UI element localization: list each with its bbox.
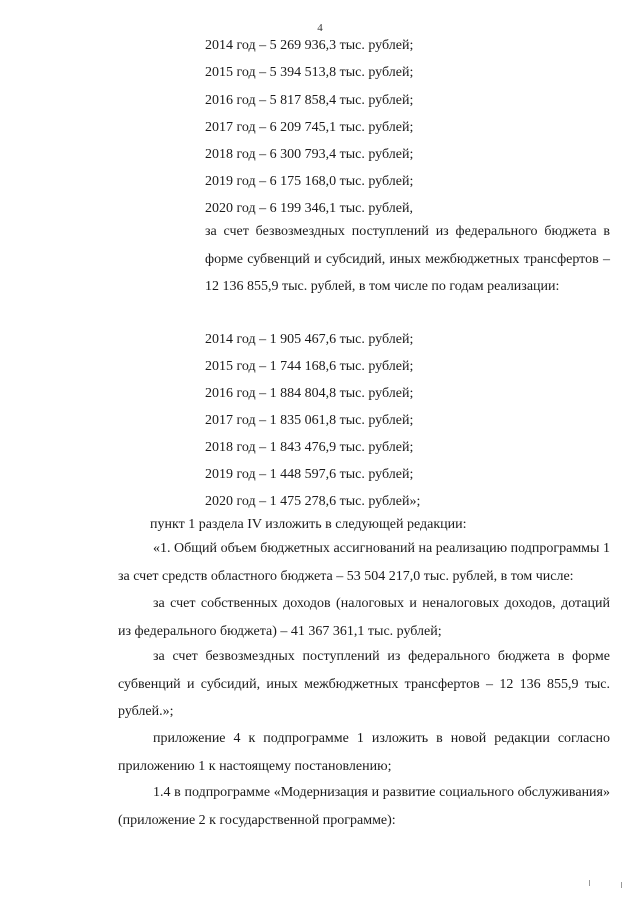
year-line-federal-2015: 2015 год – 1 744 168,6 тыс. рублей; [205,359,414,374]
year-line-regional-2014: 2014 год – 5 269 936,3 тыс. рублей; [205,38,414,53]
federal-funding-intro: за счет безвозмездных поступлений из федерального бюджета в форме субвенций и субсидий, иных межбюджетных трансфертов – 12 136 855,9 тыс. рублей, в том числе по годам реализации: [205,224,610,294]
paragraph-section-iv: пункт 1 раздела IV изложить в следующей редакции: [150,517,467,532]
year-line-federal-2014: 2014 год – 1 905 467,6 тыс. рублей; [205,332,414,347]
paragraph-own-income: за счет собственных доходов (налоговых и неналоговых доходов, дотаций из федерального бюджета) – 41 367 361,1 тыс. рублей; [118,596,610,639]
page-number: 4 [317,22,323,34]
year-line-regional-2018: 2018 год – 6 300 793,4 тыс. рублей; [205,147,414,162]
year-line-regional-2016: 2016 год – 5 817 858,4 тыс. рублей; [205,93,414,108]
year-line-federal-2017: 2017 год – 1 835 061,8 тыс. рублей; [205,413,414,428]
scan-mark [589,880,590,886]
year-line-regional-2015: 2015 год – 5 394 513,8 тыс. рублей; [205,65,414,80]
year-line-regional-2020: 2020 год – 6 199 346,1 тыс. рублей, [205,201,413,216]
year-line-federal-2020: 2020 год – 1 475 278,6 тыс. рублей»; [205,494,421,509]
year-line-federal-2016: 2016 год – 1 884 804,8 тыс. рублей; [205,386,414,401]
year-line-federal-2019: 2019 год – 1 448 597,6 тыс. рублей; [205,467,414,482]
year-line-regional-2017: 2017 год – 6 209 745,1 тыс. рублей; [205,120,414,135]
paragraph-subprogram-1-4: 1.4 в подпрограмме «Модернизация и развитие социального обслуживания» (приложение 2 к государственной программе): [118,785,610,828]
paragraph-appendix-4: приложение 4 к подпрограмме 1 изложить в новой редакции согласно приложению 1 к настоящему постановлению; [118,731,610,774]
year-line-regional-2019: 2019 год – 6 175 168,0 тыс. рублей; [205,174,414,189]
paragraph-federal-free: за счет безвозмездных поступлений из федерального бюджета в форме субвенций и субсидий, иных межбюджетных трансфертов – 12 136 855,9 тыс. рублей.»; [118,649,610,719]
paragraph-general-volume: «1. Общий объем бюджетных ассигнований на реализацию подпрограммы 1 за счет средств областного бюджета – 53 504 217,0 тыс. рублей, в том числе: [118,541,610,584]
year-line-federal-2018: 2018 год – 1 843 476,9 тыс. рублей; [205,440,414,455]
scan-mark [621,882,622,888]
